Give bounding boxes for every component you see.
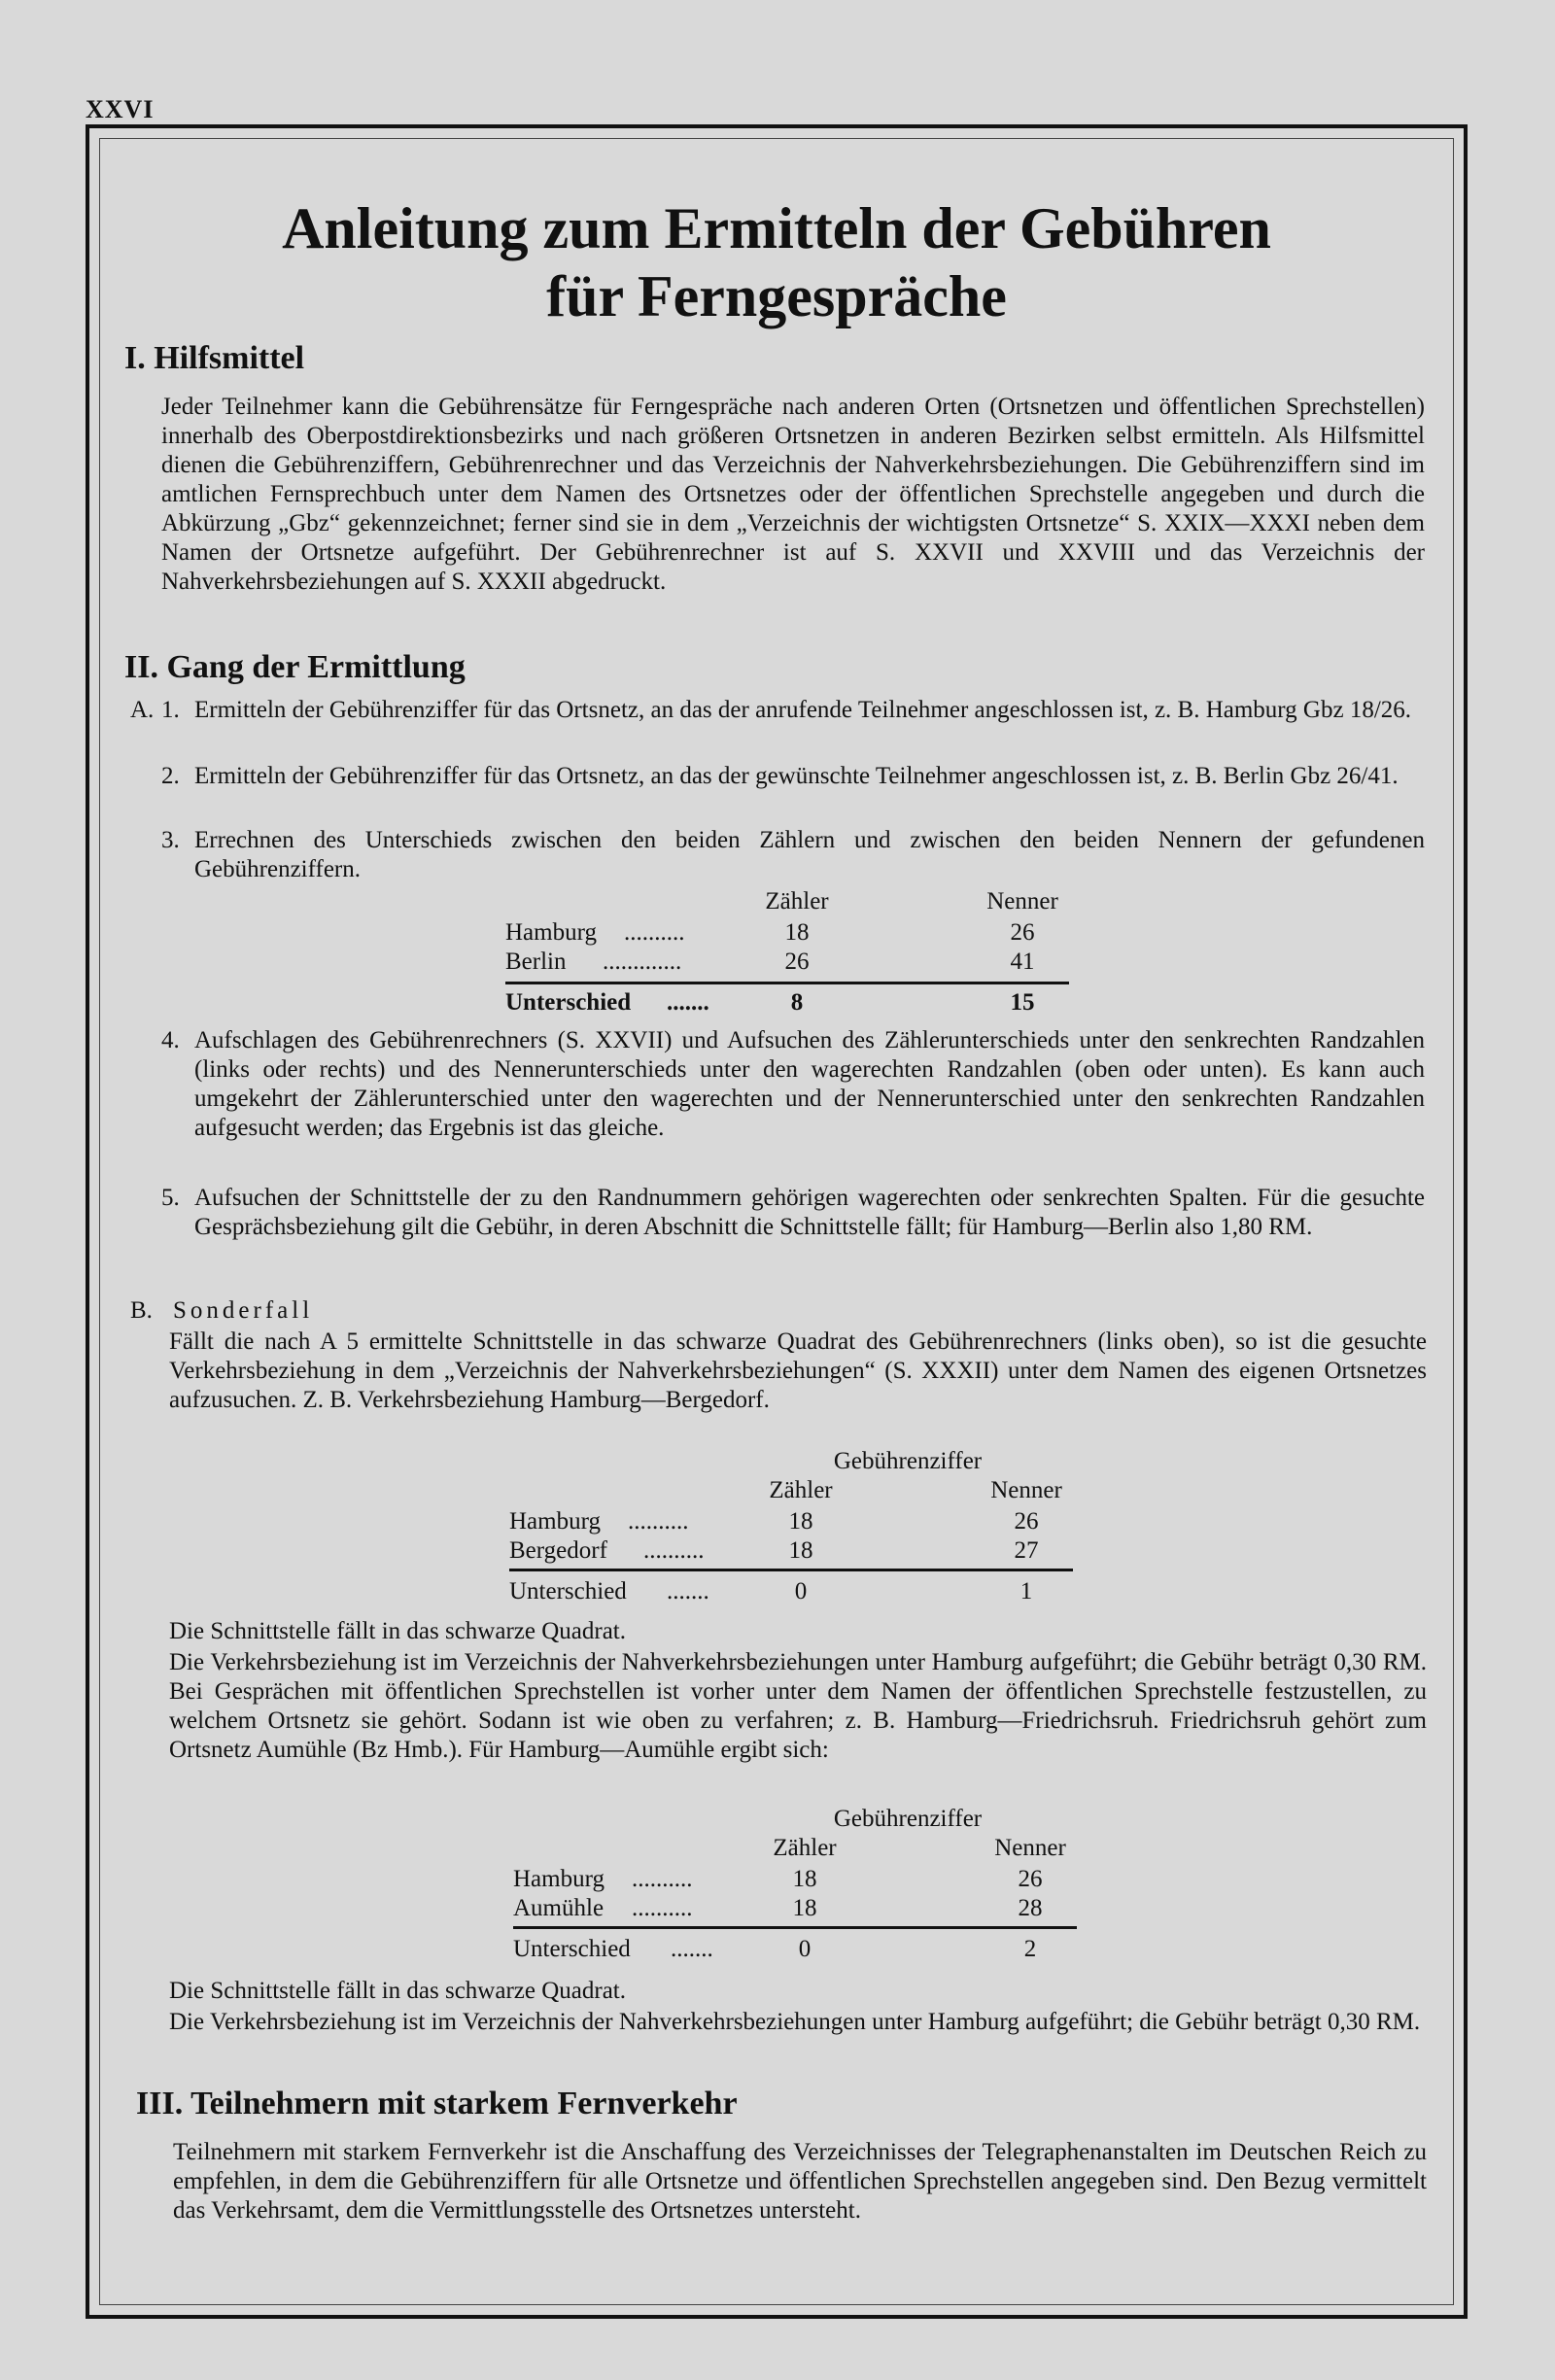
step-3-text: Errechnen des Unterschieds zwischen den beiden Zählern und zwischen den beiden Nennern der gefundenen Gebührenziffern. [194,827,1425,882]
row-name: Unterschied [509,1578,627,1604]
sum-rule [509,1569,1073,1571]
row-name: Hamburg [509,1508,601,1535]
column-nenner: Nenner [994,1835,1066,1861]
section-2-heading: II. Gang der Ermittlung [124,649,466,685]
row-name: Hamburg [513,1866,605,1892]
row-zaehler: 8 [790,989,804,1016]
column-zaehler: Zähler [773,1835,837,1861]
row-zaehler: 0 [794,1578,808,1604]
column-nenner: Nenner [986,888,1058,914]
row-zaehler: 18 [792,1895,817,1921]
row-dots: ............. [603,949,682,975]
title-line-2: für Ferngespräche [546,264,1007,328]
b-label: B. [130,1297,153,1324]
b-text-2: Die Verkehrsbeziehung ist im Verzeichnis der Nahverkehrsbeziehungen unter Hamburg aufgeführt; die Gebühr beträgt 0,30 RM. Bei Gesprächen mit öffentlichen Sprechstellen ist vorher unter dem Namen der öffentlichen Sprechstelle festzustellen, zu welchem Ortsnetz sie gehört. Sodann ist wie oben zu verfahren; z. B. Hamburg—Friedrichsruh. Friedrichsruh gehört zum Ortsnetz Aumühle (Bz Hmb.). Für Hamburg—Aumühle ergibt sich: [169,1649,1427,1763]
row-name: Unterschied [505,989,632,1016]
step-4-text: Aufschlagen des Gebührenrechners (S. XXVII) und Aufsuchen des Zählerunterschieds unter den senkrechten Randzahlen (links oder rechts) und des Nennerunterschieds unter den wagerechten Randzahlen (oben oder unten). Es kann auch umgekehrt der Zählerunterschied unter den wagerechten und der Nennerunterschied unter den senkrechten Randzahlen aufgesucht werden; das Ergebnis ist das gleiche. [194,1027,1425,1141]
table-hamburg-aumuehle [513,1804,1077,1971]
section-1-text: Jeder Teilnehmer kann die Gebührensätze für Ferngespräche nach anderen Orten (Ortsnetzen und öffentlichen Sprechstellen) innerhalb des Oberpostdirektionsbezirks und nach größeren Ortsnetzen in anderen Bezirken selbst ermitteln. Als Hilfsmittel dienen die Gebührenziffern, Gebührenrechner und das Verzeichnis der Nahverkehrsbeziehungen. Die Gebührenziffern sind im amtlichen Fernsprechbuch unter dem Namen des Ortsnetzes oder der öffentlichen Sprechstelle angegeben und durch die Abkürzung „Gbz“ gekennzeichnet; ferner sind sie in dem „Verzeichnis der wichtigsten Ortsnetze“ S. XXIX—XXXI neben dem Namen der Ortsnetze aufgeführt. Der Gebührenrechner ist auf S. XXVII und XXVIII und das Verzeichnis der Nahverkehrsbeziehungen auf S. XXXII abgedruckt. [161,394,1425,595]
step-1-number: 1. [161,697,180,723]
row-zaehler: 18 [784,919,810,946]
step-5-number: 5. [161,1185,180,1211]
table-hamburg-berlin [505,886,1069,1022]
row-name: Berlin [505,949,567,975]
row-name: Aumühle [513,1895,605,1921]
row-dots: .......... [628,1508,689,1535]
row-dots: .......... [624,919,685,946]
row-zaehler: 18 [788,1508,813,1535]
row-nenner: 28 [1018,1895,1043,1921]
sum-rule [505,982,1069,984]
row-nenner: 26 [1010,919,1035,946]
row-dots: .......... [632,1866,693,1892]
step-2-number: 2. [161,763,180,789]
section-3-text: Teilnehmern mit starkem Fernverkehr ist die Anschaffung des Verzeichnisses der Telegraphenanstalten im Deutschen Reich zu empfehlen, in dem die Gebührenziffern für alle Ortsnetze und öffentlichen Sprechstellen angegeben sind. Den Bezug vermittelt das Verkehrsamt, dem die Vermittlungsstelle des Ortsnetzes untersteht. [173,2139,1427,2224]
step-2-text: Ermitteln der Gebührenziffer für das Ortsnetz, an das der gewünschte Teilnehmer angeschlossen ist, z. B. Berlin Gbz 26/41. [194,763,1399,789]
row-nenner: 41 [1010,949,1035,975]
table-hamburg-bergedorf [509,1446,1073,1613]
section-3-heading: III. Teilnehmern mit starkem Fernverkehr [136,2086,738,2121]
b-note-1: Die Schnittstelle fällt in das schwarze Quadrat. [169,1618,626,1644]
table-header: Gebührenziffer [833,1806,983,1832]
row-dots: ....... [667,989,709,1016]
row-name: Unterschied [513,1936,631,1962]
row-nenner: 15 [1010,989,1035,1016]
row-zaehler: 26 [784,949,810,975]
step-3-number: 3. [161,827,180,853]
table-header: Gebührenziffer [833,1448,983,1474]
b-heading: Sonderfall [173,1297,314,1324]
row-name: Bergedorf [509,1537,607,1564]
page-number: XXVI [86,95,155,123]
page-content [95,134,1458,330]
b-note-2: Die Schnittstelle fällt in das schwarze Quadrat. [169,1978,626,2004]
row-name: Hamburg [505,919,597,946]
row-zaehler: 18 [788,1537,813,1564]
row-dots: .......... [632,1895,693,1921]
page-title [95,194,1458,330]
a-label: A. [130,697,155,723]
step-1-text: Ermitteln der Gebührenziffer für das Ortsnetz, an das der anrufende Teilnehmer angeschlossen ist, z. B. Hamburg Gbz 18/26. [194,697,1412,723]
row-dots: ....... [667,1578,709,1604]
row-nenner: 27 [1014,1537,1039,1564]
row-nenner: 26 [1014,1508,1039,1535]
column-zaehler: Zähler [765,888,829,914]
sum-rule [513,1926,1077,1929]
row-zaehler: 18 [792,1866,817,1892]
row-dots: .......... [643,1537,705,1564]
step-4-number: 4. [161,1027,180,1053]
b-text: Fällt die nach A 5 ermittelte Schnittstelle in das schwarze Quadrat des Gebührenrechners (links oben), so ist die gesuchte Verkehrsbeziehung in dem „Verzeichnis der Nahverkehrsbeziehungen“ (S. XXXII) unter dem Namen des eigenen Ortsnetzes aufzusuchen. Z. B. Verkehrsbeziehung Hamburg—Bergedorf. [169,1328,1427,1413]
column-nenner: Nenner [990,1477,1062,1503]
row-nenner: 2 [1023,1936,1037,1962]
title-line-1: Anleitung zum Ermitteln der Gebühren [282,196,1271,260]
section-1-heading: I. Hilfsmittel [124,340,305,376]
row-nenner: 1 [1019,1578,1033,1604]
step-5-text: Aufsuchen der Schnittstelle der zu den Randnummern gehörigen wagerechten oder senkrechten Spalten. Für die gesuchte Gesprächsbeziehung gilt die Gebühr, in deren Abschnitt die Schnittstelle fällt; für Hamburg—Berlin also 1,80 RM. [194,1185,1425,1240]
row-dots: ....... [671,1936,713,1962]
row-zaehler: 0 [798,1936,812,1962]
column-zaehler: Zähler [769,1477,833,1503]
b-text-3: Die Verkehrsbeziehung ist im Verzeichnis der Nahverkehrsbeziehungen unter Hamburg aufgeführt; die Gebühr beträgt 0,30 RM. [169,2009,1421,2035]
row-nenner: 26 [1018,1866,1043,1892]
